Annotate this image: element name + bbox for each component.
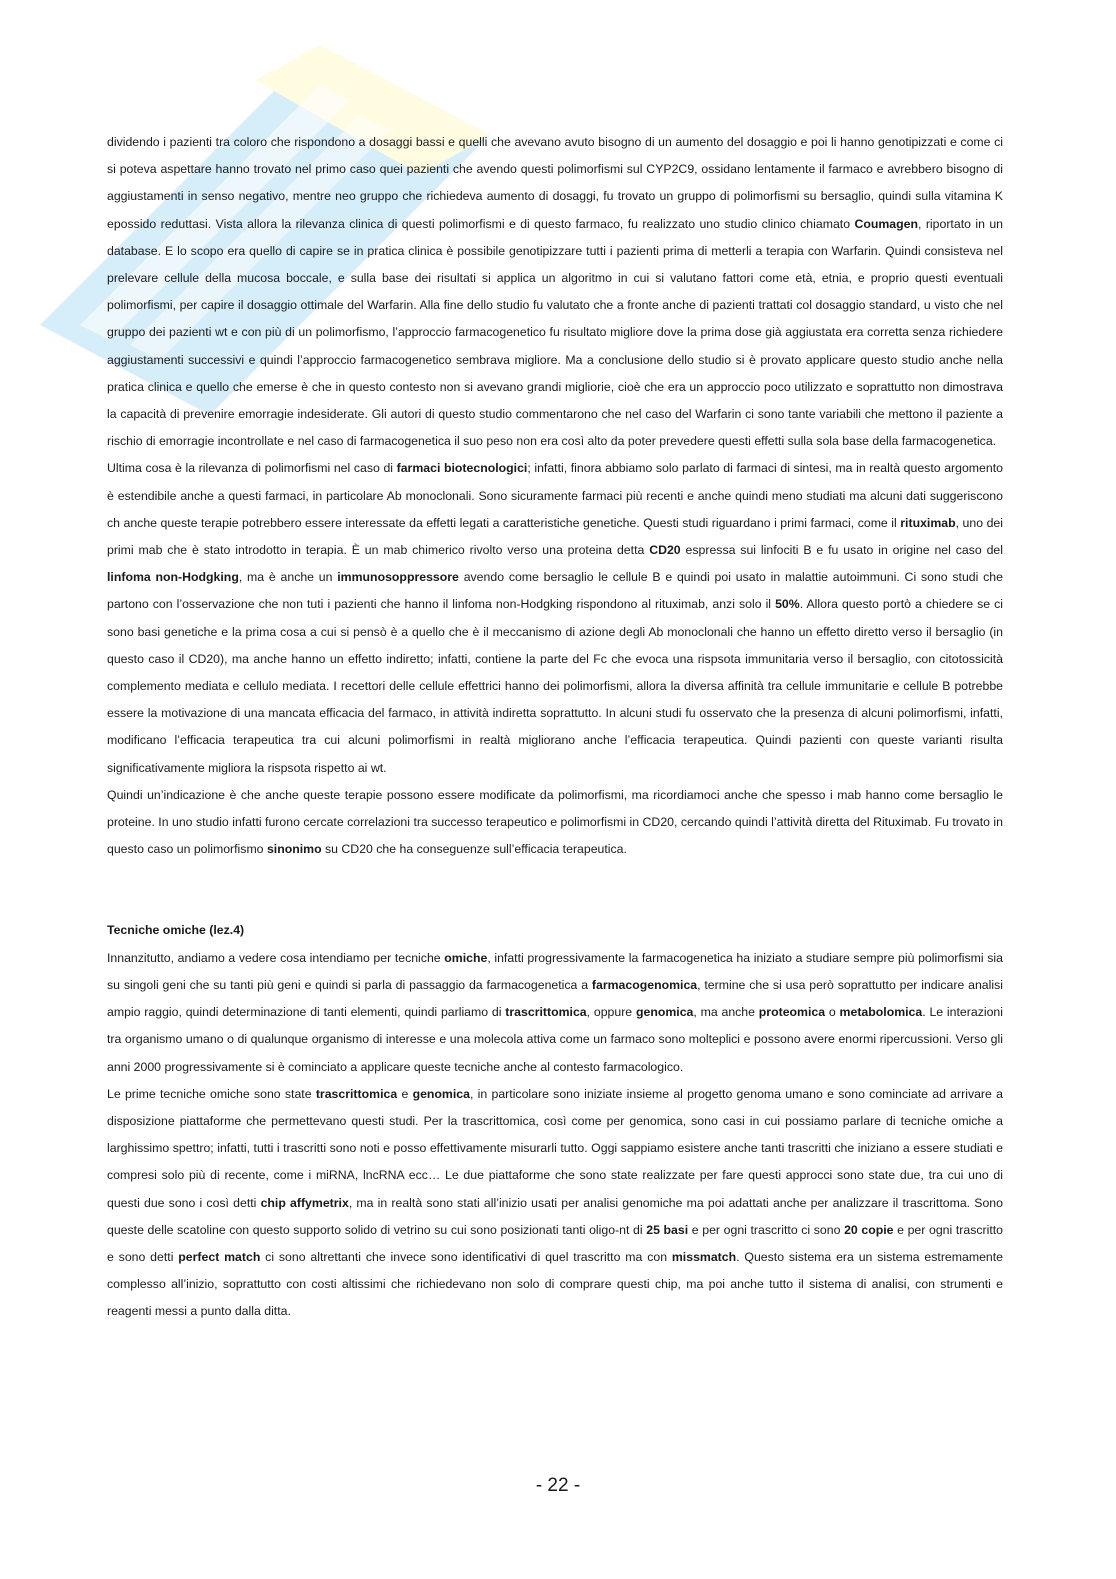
bold-term: rituximab	[900, 515, 956, 530]
section-heading: Tecniche omiche (lez.4)	[107, 923, 245, 938]
bold-term: immunosoppressore	[337, 570, 459, 585]
bold-term: perfect match	[178, 1249, 261, 1264]
text-run: o	[825, 1005, 840, 1020]
bold-term: linfoma non-Hodgking	[107, 570, 239, 585]
bold-term: genomica	[635, 1005, 694, 1020]
text-run: ci sono altrettanti che invece sono identificativi di quel trascritto ma con	[260, 1249, 672, 1264]
text-run: dividendo i pazienti tra coloro che rispondono a dosaggi bassi e quelli che avevano avuto bisogno di un aumento del dosaggio e poi li hanno genotipizzati e come ci si poteva aspettare hanno trovato nel primo caso quei pazienti che avendo questi polimorfismi sul CYP2C9, ossidano lentamente il farmaco e avrebbero bisogno di aggiustamenti in senso negativo, mentre neo gruppo che richiedeva aumento di dosaggi, fu trovato un gruppo di polimorfismi su bersaglio, quindi sulla vitamina K epossido reduttasi. Vista allora la rilevanza clinica di questi polimorfismi e di questo farmaco, fu realizzato uno studio clinico chiamato	[107, 135, 1003, 231]
section-text	[107, 945, 1003, 1326]
text-run: . Questo sistema era un sistema estremamente complesso all’inizio, soprattutto con costi altissimi che richiedevano non solo di comprare questi chip, ma poi anche tutto il sistema di analisi, con strumenti e reagenti messi a punto dalla ditta.	[107, 1249, 1004, 1319]
bold-term: 50%	[775, 597, 800, 612]
bold-term: omiche	[444, 950, 488, 965]
bold-term: missmatch	[671, 1249, 737, 1264]
text-run: . Le interazioni tra organismo umano o di qualunque organismo di interesse e una molecola attiva come un farmaco sono molteplici e possono avere enormi ripercussioni. Verso gli anni 2000 progressivamente si è cominciato a applicare queste tecniche anche al contesto farmacologico.	[107, 1005, 1003, 1074]
text-run: , uno dei primi mab che è stato introdotto in terapia. È un mab chimerico rivolto verso una proteina detta	[107, 515, 1003, 558]
main-text	[107, 129, 1003, 863]
bold-term: CD20	[649, 543, 681, 558]
bold-term: farmacogenomica	[591, 977, 698, 992]
text-run: Innanzitutto, andiamo a vedere cosa intendiamo per tecniche	[107, 950, 445, 965]
paragraph	[107, 782, 1003, 864]
text-run: , in particolare sono iniziate insieme al progetto genoma umano e sono cominciate ad arrivare a disposizione piattaforme che permettevano questi studi. Per la trascrittomica, così come per genomica, sono casi in cui possiamo parlare di tecniche omiche a larghissimo spettro; infatti, tutti i trascritti sono noti e posso effettivamente misurarli tutto. Oggi sappiamo esistere anche tanti trascritti che iniziano a essere studiati e compresi solo più di recente, come i miRNA, lncRNA ecc… Le due piattaforme che sono state realizzate per fare questi approcci sono state due, tra cui uno di questi due sono i così detti	[107, 1086, 1003, 1210]
text-run: su CD20 che ha conseguenze sull’efficacia terapeutica.	[321, 842, 627, 857]
text-run: avendo come bersaglio le cellule B e quindi poi usato in malattie autoimmuni. Ci sono studi che partono con l’osservazione che non tuti i pazienti che hanno il linfoma non-Hodgking rispondono al rituximab, anzi solo il	[107, 570, 1003, 612]
paragraph	[107, 455, 1003, 781]
text-run: , ma è anche un	[238, 570, 338, 585]
text-run: , ma anche	[693, 1005, 759, 1020]
bold-term: chip affymetrix	[260, 1195, 349, 1210]
bold-term: trascrittomica	[505, 1005, 587, 1020]
text-run: ; infatti, finora abbiamo solo parlato di farmaci di sintesi, ma in realtà questo argomento è estendibile anche a questi farmaci, in particolare Ab monoclonali. Sono sicuramente farmaci più recenti e anche quindi meno studiati ma alcuni dati suggeriscono ch anche queste terapie potrebbero essere interessate da effetti legati a caratteristiche genetiche. Questi studi riguardano i primi farmaci, come il	[107, 461, 1003, 530]
text-run: , termine che si usa però soprattutto per indicare analisi ampio raggio, quindi determinazione di tanti elementi, quindi parliamo di	[107, 977, 1003, 1020]
page-number: - 22 -	[535, 1475, 581, 1496]
text-run: , oppure	[586, 1005, 636, 1020]
text-run: Quindi un’indicazione è che anche queste terapie possono essere modificate da polimorfismi, ma ricordiamoci anche che spesso i mab hanno come bersaglio le proteine. In uno studio infatti furono cercate correlazioni tra successo terapeutico e polimorfismi in CD20, cercando quindi l’attività diretta del Rituximab. Fu trovato in questo caso un polimorfismo	[107, 787, 1003, 857]
text-run: Ultima cosa è la rilevanza di polimorfismi nel caso di	[107, 461, 397, 476]
document-body	[107, 129, 1003, 1326]
text-run: , infatti progressivamente la farmacogenetica ha iniziato a studiare sempre più polimorfismi sia su singoli geni che su tanti più geni e quindi si parla di passaggio da farmacogenetica a	[107, 950, 1003, 992]
bold-term: proteomica	[758, 1005, 826, 1020]
text-run: espressa sui linfociti B e fu usato in origine nel caso del	[680, 543, 1004, 558]
text-run: e	[397, 1086, 413, 1101]
paragraph	[107, 945, 1003, 1081]
bold-term: metabolomica	[839, 1005, 923, 1020]
text-run: e per ogni trascritto e sono detti	[107, 1222, 1003, 1264]
bold-term: sinonimo	[266, 842, 322, 857]
text-run: Le prime tecniche omiche sono state	[107, 1086, 316, 1101]
paragraph	[107, 1081, 1003, 1326]
bold-term: 20 copie	[844, 1222, 894, 1237]
bold-term: genomica	[412, 1086, 470, 1101]
paragraph	[107, 129, 1003, 455]
bold-term: Coumagen	[854, 216, 919, 231]
bold-term: trascrittomica	[315, 1086, 398, 1101]
bold-term: farmaci biotecnologici	[396, 461, 528, 476]
text-run: . Allora questo portò a chiedere se ci sono basi genetiche e la prima cosa a cui si pensò è a quello che è il meccanismo di azione degli Ab monoclonali che hanno un effetto diretto verso il bersaglio (in questo caso il CD20), ma anche hanno un effetto indiretto; infatti, contiene la parte del Fc che evoca una rispsota immunitaria verso il bersaglio, con citotossicità complemento mediata e cellulo mediata. I recettori delle cellule effettrici hanno dei polimorfismi, allora la diversa affinità tra cellule immunitarie e cellule B potrebbe essere la motivazione di una mancata efficacia del farmaco, in attività indiretta soprattutto. In alcuni studi fu osservato che la presenza di alcuni polimorfismi, infatti, modificano l’efficacia terapeutica tra cui alcuni polimorfismi in realtà migliorano anche l’efficacia terapeutica. Quindi pazienti con queste varianti risulta significativamente migliora la rispsota rispetto ai wt.	[107, 597, 1003, 775]
bold-term: 25 basi	[646, 1222, 689, 1237]
section-gap	[107, 863, 1003, 917]
text-run: , ma in realtà sono stati all’inizio usati per analisi genomiche ma poi adattati anche per analizzare il trascrittoma. Sono queste delle scatoline con questo supporto solido di vetrino su cui sono posizionati tanti oligo-nt di	[107, 1195, 1003, 1237]
text-run: e per ogni trascritto ci sono	[688, 1222, 845, 1237]
text-run: , riportato in un database. E lo scopo era quello di capire se in pratica clinica è possibile genotipizzare tutti i pazienti prima di metterli a terapia con Warfarin. Quindi consisteva nel prelevare cellule della mucosa boccale, e sulla base dei risultati si applica un algoritmo in cui si valutano fattori come età, etnia, e proprio questi eventuali polimorfismi, per capire il dosaggio ottimale del Warfarin. Alla fine dello studio fu valutato che a fronte anche di pazienti trattati col dosaggio standard, u visto che nel gruppo dei pazienti wt e con più di un polimorfismo, l’approccio farmacogenetico fu risultato migliore dove la prima dose già aggiustata era corretta senza richiedere aggiustamenti successivi e quindi l’approccio farmacogenetico sembrava migliore. Ma a conclusione dello studio si è provato applicare questo studio anche nella pratica clinica e quello che emerse è che in questo contesto non si avevano grandi migliorie, cioè che era un approccio poco utilizzato e soprattutto non dimostrava la capacità di prevenire emorragie indesiderate. Gli autori di questo studio commentarono che nel caso del Warfarin ci sono tante variabili che mettono il paziente a rischio di emorragie incontrollate e nel caso di farmacogenetica il suo peso non era così alto da poter prevedere questi effetti sulla sola base della farmacogenetica.	[107, 216, 1004, 449]
